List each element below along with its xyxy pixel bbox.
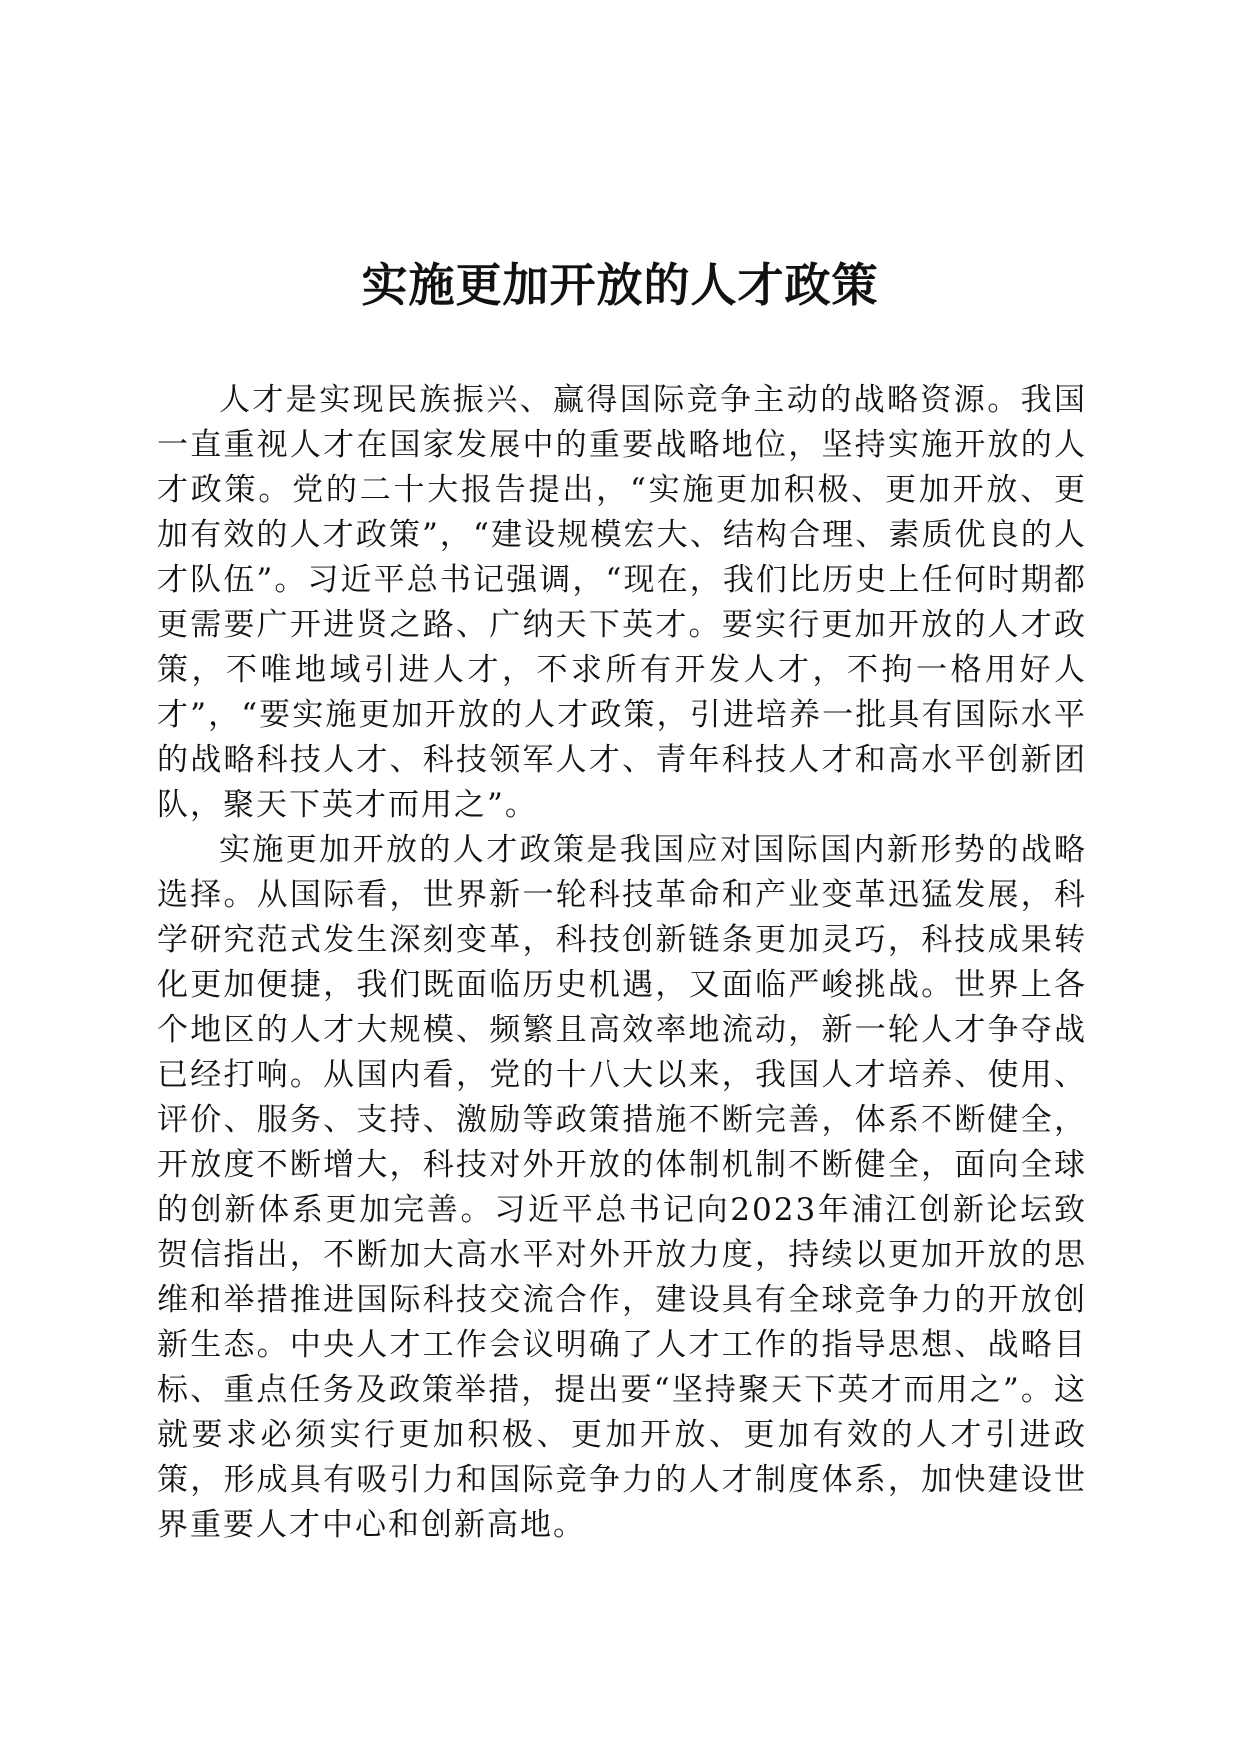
document-title: 实施更加开放的人才政策: [361, 258, 879, 312]
paragraph-1: 人才是实现民族振兴、赢得国际竞争主动的战略资源。我国一直重视人才在国家发展中的重要战略地位，坚持实施开放的人才政策。党的二十大报告提出，“实施更加积极、更加开放、更加有效的人才政策”，“建设规模宏大、结构合理、素质优良的人才队伍”。习近平总书记强调，“现在，我们比历史上任何时期都更需要广开进贤之路、广纳天下英才。要实行更加开放的人才政策，不唯地域引进人才，不求所有开发人才，不拘一格用好人才”，“要实施更加开放的人才政策，引进培养一批具有国际水平的战略科技人才、科技领军人才、青年科技人才和高水平创新团队，聚天下英才而用之”。: [157, 382, 1087, 823]
paragraph-2: 实施更加开放的人才政策是我国应对国际国内新形势的战略选择。从国际看，世界新一轮科技革命和产业变革迅猛发展，科学研究范式发生深刻变革，科技创新链条更加灵巧，科技成果转化更加便捷，我们既面临历史机遇，又面临严峻挑战。世界上各个地区的人才大规模、频繁且高效率地流动，新一轮人才争夺战已经打响。从国内看，党的十八大以来，我国人才培养、使用、评价、服务、支持、激励等政策措施不断完善，体系不断健全，开放度不断增大，科技对外开放的体制机制不断健全，面向全球的创新体系更加完善。习近平总书记向2023年浦江创新论坛致贺信指出，不断加大高水平对外开放力度，持续以更加开放的思维和举措推进国际科技交流合作，建设具有全球竞争力的开放创新生态。中央人才工作会议明确了人才工作的指导思想、战略目标、重点任务及政策举措，提出要“坚持聚天下英才而用之”。这就要求必须实行更加积极、更加开放、更加有效的人才引进政策，形成具有吸引力和国际竞争力的人才制度体系，加快建设世界重要人才中心和创新高地。: [157, 832, 1087, 1543]
document-body: [157, 378, 1087, 1548]
